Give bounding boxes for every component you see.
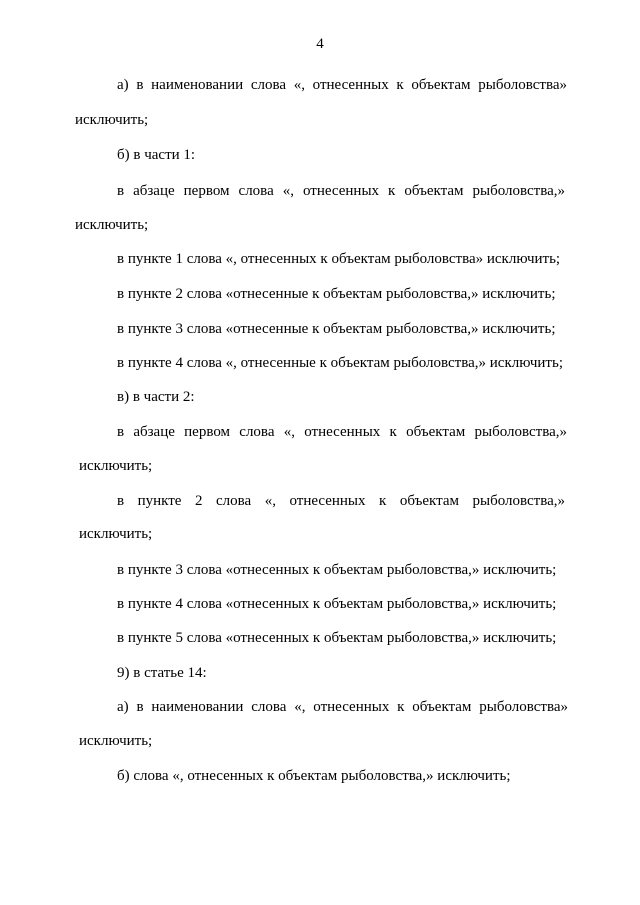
text-line: в пункте 2 слова «, отнесенных к объектам рыболовства,» [117, 493, 565, 509]
text-line: в пункте 2 слова «отнесенные к объектам рыболовства,» исключить; [117, 286, 556, 302]
text-line: в пункте 5 слова «отнесенных к объектам рыболовства,» исключить; [117, 630, 557, 646]
text-line: исключить; [79, 733, 153, 749]
text-line: исключить; [75, 217, 149, 233]
text-line: в пункте 3 слова «отнесенных к объектам рыболовства,» исключить; [117, 562, 557, 578]
text-line: исключить; [79, 526, 153, 542]
text-line: в абзаце первом слова «, отнесенных к объектам рыболовства,» [117, 183, 565, 199]
text-line: в абзаце первом слова «, отнесенных к объектам рыболовства,» [117, 424, 567, 440]
text-line: в пункте 3 слова «отнесенные к объектам рыболовства,» исключить; [117, 321, 556, 337]
text-line: в пункте 1 слова «, отнесенных к объектам рыболовства» исключить; [117, 251, 561, 267]
text-line: в) в части 2: [117, 389, 195, 405]
text-line: исключить; [79, 458, 153, 474]
text-line: исключить; [75, 112, 149, 128]
text-line: б) в части 1: [117, 147, 196, 163]
text-line: а) в наименовании слова «, отнесенных к объектам рыболовства» [117, 699, 568, 715]
text-line: а) в наименовании слова «, отнесенных к объектам рыболовства» [117, 77, 567, 93]
text-line: в пункте 4 слова «отнесенных к объектам рыболовства,» исключить; [117, 596, 557, 612]
text-line: 9) в статье 14: [117, 665, 207, 681]
text-line: в пункте 4 слова «, отнесенные к объектам рыболовства,» исключить; [117, 355, 563, 371]
page-number: 4 [316, 36, 324, 52]
text-line: б) слова «, отнесенных к объектам рыболовства,» исключить; [117, 768, 511, 784]
